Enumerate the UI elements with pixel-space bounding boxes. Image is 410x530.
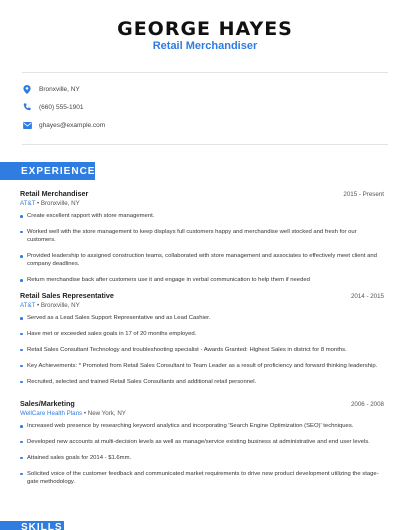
job-bullet [20,362,384,370]
bullet-dot-icon [20,333,23,336]
header-divider [22,72,388,73]
bullet-dot-icon [20,255,23,258]
job-company-line: AT&T • Bronxville, NY [20,200,80,207]
job-bullet-text: Recruited, selected and trained Retail Sales Consultants and additional retail personnel. [27,378,257,385]
job-bullet [20,276,384,284]
job-title: Retail Merchandiser [20,189,89,198]
candidate-title: Retail Merchandiser [152,40,258,52]
bullet-dot-icon [20,279,23,282]
job-dates: 2015 - Present [343,191,384,198]
job-bullet-text: Served as a Lead Sales Support Representative and as Lead Cashier. [27,315,211,321]
bullet-dot-icon [20,425,23,428]
job-company: AT&T [20,302,36,309]
bullet-dot-icon [20,215,23,218]
bullet-dot-icon [20,231,23,234]
job-bullet [20,330,384,338]
contact-phone-text: (660) 555-1901 [39,103,84,111]
job-entry [20,291,384,393]
job-bullets [20,314,384,386]
contact-email [22,118,105,132]
job-location: New York, NY [87,410,126,417]
candidate-name: GEORGE HAYES [117,18,293,40]
job-bullet [20,252,384,269]
job-entry [20,189,384,292]
job-bullet-text: Create excellent rapport with store management. [27,213,155,219]
job-bullet [20,422,384,430]
experience-heading: EXPERIENCE [0,162,95,180]
bullet-dot-icon [20,441,23,444]
job-location: Bronxville, NY [40,200,80,207]
job-bullet-text: Increased web presence by researching keyword analytics and incorporating 'Search Engine Optimization (SEO)' techniques. [27,423,354,429]
job-company-line: AT&T • Bronxville, NY [20,302,80,309]
job-bullets [20,422,384,486]
bullet-dot-icon [20,457,23,460]
phone-icon [22,102,32,112]
job-bullet [20,454,384,462]
job-bullet [20,378,384,386]
job-bullet [20,314,384,322]
job-dates: 2006 - 2008 [350,401,384,408]
contact-divider [22,144,388,145]
job-bullets [20,212,384,285]
job-title: Sales/Marketing [20,399,75,408]
job-dates: 2014 - 2015 [350,293,384,300]
job-bullet-text: Retail Sales Consultant Technology and troubleshooting specialist - Awards Granted: Highest Sales in district for 8 months. [27,346,347,353]
contact-location [22,82,80,96]
job-bullet-text: Solicited voice of the customer feedback and communicated market requirements to drive new product development utilizing the stage-gate methodology. [27,470,379,485]
job-entry [20,399,384,494]
email-icon [22,120,32,130]
job-company-line: WellCare Health Plans • New York, NY [20,410,126,417]
job-bullet-text: Developed new accounts at multi-decision levels as well as manage/service existing business at administrative and end user levels. [27,438,370,445]
job-bullet [20,346,384,354]
job-bullet-text: Key Achievements: * Promoted from Retail Sales Consultant to Team Leader as a result of proficiency and forward thinking leadership. [27,362,378,369]
job-title: Retail Sales Representative [20,291,114,300]
location-pin-icon [22,84,32,94]
job-bullet-text: Return merchandise back after customers use it and engage in verbal communication to help them if needed [27,277,310,284]
job-company: WellCare Health Plans [20,410,83,417]
contact-location-text: Bronxville, NY [39,85,80,93]
job-bullet [20,438,384,446]
contact-email-text: ghayes@example.com [39,121,106,129]
bullet-dot-icon [20,473,23,476]
job-bullet [20,212,384,220]
job-bullet-text: Worked well with the store management to keep displays full customers happy and merchandise well stocked and fresh for our customers. [27,228,357,244]
job-bullet [20,228,384,245]
bullet-dot-icon [20,381,23,384]
job-bullet-text: Provided leadership to assigned construction teams, collaborated with store management and associates to effectively meet client and company deadlines. [27,253,377,268]
job-bullet [20,470,384,487]
job-bullet-text: Have met or exceeded sales goals in 17 of 20 months employed. [27,330,197,337]
job-company: AT&T [20,200,36,207]
bullet-dot-icon [20,349,23,352]
job-bullet-text: Attained sales goals for 2014 - $1.6mm. [27,454,132,461]
skills-heading: SKILLS [0,521,64,530]
bullet-dot-icon [20,365,23,368]
job-location: Bronxville, NY [40,302,80,309]
contact-phone [22,100,83,114]
bullet-dot-icon [20,317,23,320]
